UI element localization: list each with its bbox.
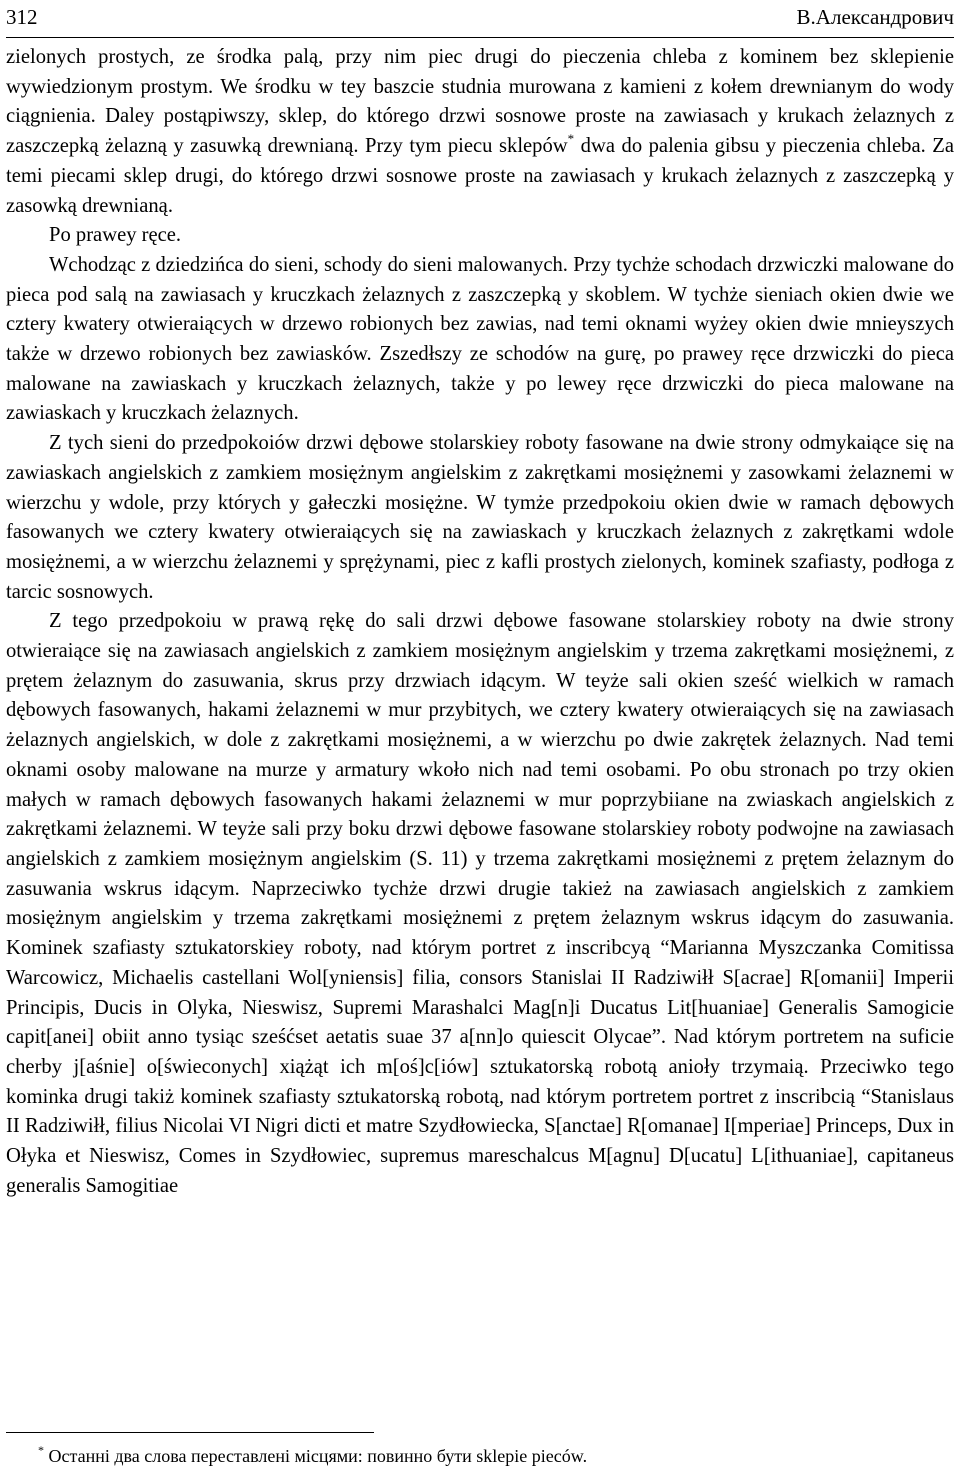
paragraph-subheading: Po prawey ręce. xyxy=(49,224,182,247)
paragraph-text: zielonych prostych, ze środka palą, przy nim piec drugi do pieczenia chleba z kominem bez sklepienie wywiedzionym prostym. We środku w tey baszcie studnia murowana z kamieni z kołem drewnianym do wody ciągnienia. Daley postąpiwszy, sklep, do którego drzwi sosnowe proste na zawiasach y krukach żelaznych z zaszczepką żelazną y zasuwką drewnianą. Przy tym piecu sklepów xyxy=(6,46,954,158)
footnote xyxy=(38,1443,938,1469)
paragraph: Wchodząc z dziedzińca do sieni, schody do sieni malowanych. Przy tychże schodach drzwiczki malowane do pieca pod salą na zawiasach y kruczkach żelaznych z zaszczepką y skoblem. W tychże sieniach okien dwie we cztery kwatery otwieraiących w drzewo robionych bez zawias, nad temi oknami wyżey okien dwie mnieyszych także w drzewo robionych bez zawiasków. Zszedłszy ze schodów na gurę, po prawey ręce drzwiczki do pieca malowane na zawiaskach y kruczkach żelaznych, także y po lewey ręce drzwiczki do pieca malowane na zawiaskach y kruczkach żelaznych. xyxy=(6,253,954,425)
footnote-rule xyxy=(6,1432,374,1433)
paragraph: Z tego przedpokoiu w prawą rękę do sali drzwi dębowe fasowane stolarskiey roboty na dwie strony otwieraiące się na zawiasach angielskich z zamkiem mosiężnym angielskim y trzema zakrętkami mosiężnemi, z prętem żelaznym do zasuwania, skrus przy drzwiach idącym. W teyże sali okien sześć wielkich w ramach dębowych fasowanych, hakami żelaznemi w mur przybitych, we cztery kwatery otwieraiących się na zawiasach żelaznych angielskich, w dole z zakrętkami mosiężnemi, a w wierzchu po dwie zakrętek żelaznych. Nad temi oknami osoby malowane na murze y armatury wkoło nich nad temi osobami. Po obu stronach po trzy okien małych w ramach dębowych fasowanych hakami żelaznemi w mur poprzybiiane na zwiaskach angielskich z zakrętkami żelaznemi. W teyże sali przy boku drzwi dębowe fasowane stolarskiey roboty podwojne na zawiasach angielskich z zamkiem mosiężnym angielskim (S. 11) y trzema zakrętkami mosiężnemi z prętem żelaznym do zasuwania wskrus idącym. Naprzeciwko tychże drzwi drugie takież na zawiasach angielskich z zamkiem mosiężnym angielskim y trzema zakrętkami mosiężnemi z prętem żelaznym wskrus idącym do zasuwania. Kominek szafiasty sztukatorskiey roboty, nad którym portret z inscribcyą “Marianna Myszczanka Comitissa Warcowicz, Michaelis castellani Wol[yniensis] filia, consors Stanislai II Radziwiłł S[acrae] R[omanii] Imperii Principis, Ducis in Olyka, Nieswisz, Supremi Marashalci Mag[n]i Ducatus Lit[huaniae] Generalis Samogicie capit[anei] obiit anno tysiąc sześćset aetatis suae 37 a[nn]o quiescit Olycae”. Nad którym portretem na suficie cherby j[aśnie] o[świeconych] xiążąt ich m[oś]c[iów] sztukatorską robotą anioły trzymaią. Przeciwko tego kominka drugi takiż kominek szafiasty sztukatorską robotą, nad którym portretem portret z inscribcią “Stanislaus II Radziwiłł, filius Nicolai VI Nigri dicti et matre Szydłowiecka, S[anctae] R[omanae] I[mperiae] Princeps, Dux in Ołyka et Nieswisz, Comes in Szydłowiec, supremus mareschalcus M[agnu] D[ucatu] L[ithuaniae], capitaneus generalis Samogitiae xyxy=(6,610,954,1197)
paragraph-text: dwa do palenia gibsu y pieczenia chleba. Za temi piecami sklep drugi, do którego drzwi sosnowe proste na zawiasach y krukach żelaznych z zaszczepką y zasowką drewnianą. xyxy=(6,135,954,217)
page-number: 312 xyxy=(6,5,38,29)
footnote-text: Останні два слова переставлені місцями: повинно бути sklepie pieców. xyxy=(44,1446,588,1466)
running-author: В.Александрович xyxy=(796,5,954,29)
running-header xyxy=(6,2,954,32)
footnote-marker: * xyxy=(38,1443,44,1457)
paragraph: Z tych sieni do przedpokoiów drzwi dębowe stolarskiey roboty fasowane na dwie strony odmykaiące się na zawiaskach angielskich z zamkiem mosiężnym angielskim z zakrętkami mosiężnemi y zasowkami żelaznemi w wierzchu y wdole, przy których y gałeczki mosiężne. W tymże przedpokoiu okien dwie w ramach dębowych fasowanych we cztery kwatery otwieraiących się na zawiaskach y kruczkach żelaznych z zakrętkami wdole mosiężnemi, a w wierzchu żelaznemi y sprężynami, piec z kafli prostych zielonych, kominek szafiasty, podłoga z tarcic sosnowych. xyxy=(6,432,954,603)
header-rule xyxy=(6,37,954,38)
footnote-reference[interactable]: * xyxy=(567,131,575,147)
body-text xyxy=(6,43,954,1201)
paragraph-continued xyxy=(6,43,954,221)
document-page xyxy=(6,0,954,1475)
